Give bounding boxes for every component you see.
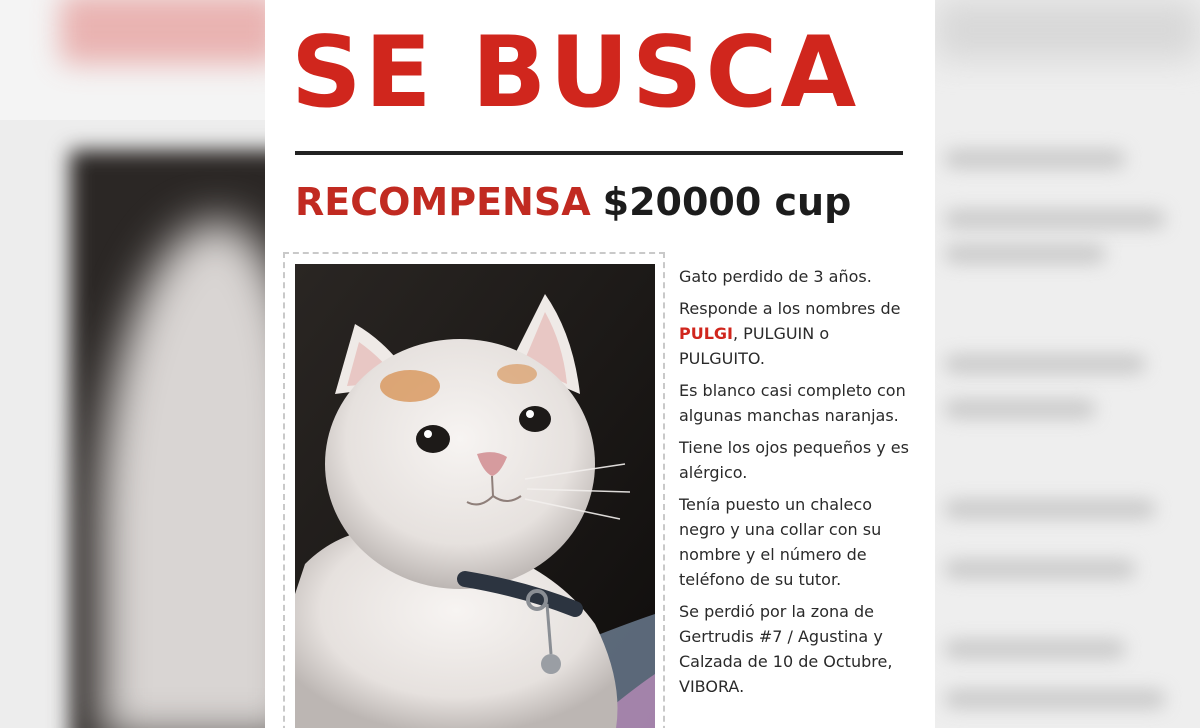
desc-age: Gato perdido de 3 años. [679,267,872,286]
reward-line [295,178,851,226]
desc-color: Es blanco casi completo con algunas manchas naranjas. [679,381,906,425]
cat-illustration [295,264,655,728]
blurred-text-line [945,500,1155,518]
desc-location: Se perdió por la zona de Gertrudis #7 / Agustina y Calzada de 10 de Octubre, VIBORA. [679,602,893,696]
desc-collar: Tenía puesto un chaleco negro y una collar con su nombre y el número de teléfono de su tutor. [679,495,882,589]
blurred-backdrop-left [0,0,265,728]
blurred-text-line [945,355,1145,373]
reward-label: RECOMPENSA [295,180,591,224]
missing-cat-poster [265,0,935,728]
blurred-text-line [945,640,1125,658]
desc-name-highlight: PULGI [679,324,733,343]
desc-names [679,296,919,371]
blurred-text-line [945,690,1165,708]
blurred-text-line [945,400,1095,418]
title-divider [295,151,903,155]
blurred-text-line [945,150,1125,168]
poster-title: SE BUSCA [291,16,860,130]
blurred-backdrop-right [935,0,1200,728]
blurred-title-shape [60,0,265,64]
blurred-text-line [945,245,1105,263]
blurred-top-shape [935,0,1200,60]
desc-eyes: Tiene los ojos pequeños y es alérgico. [679,438,909,482]
blurred-text-line [945,210,1165,228]
cat-description [679,264,919,706]
reward-amount: $20000 cup [602,180,852,224]
desc-names-before: Responde a los nombres de [679,299,901,318]
desc-names-after: , PULGUIN o PULGUITO. [679,324,830,368]
cat-photo [295,264,655,728]
blurred-text-line [945,560,1135,578]
